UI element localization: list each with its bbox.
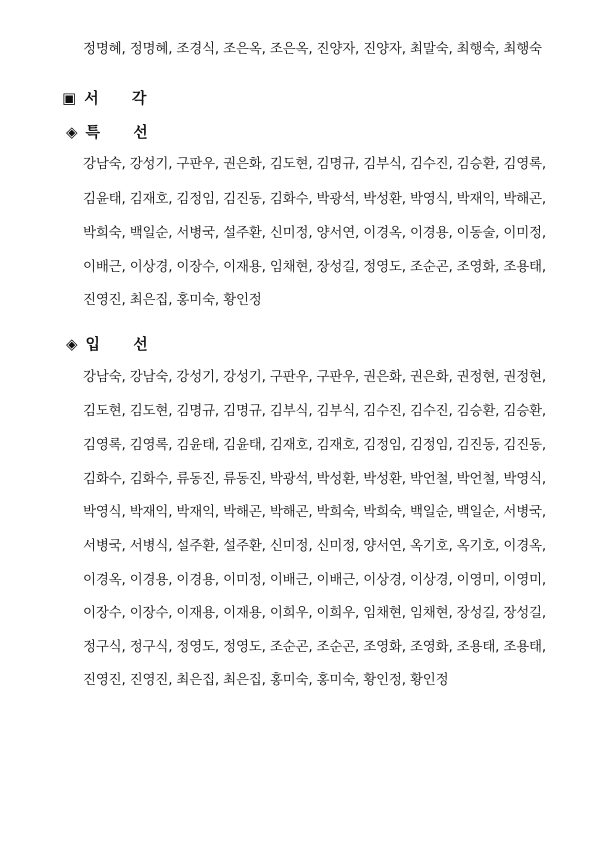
selected-list-line: 이장수, 이장수, 이재용, 이재용, 이희우, 이희우, 임채현, 임채현, 장성길, 장성길, [83,605,546,621]
selected-list-line: 이경옥, 이경용, 이경용, 이미정, 이배근, 이배근, 이상경, 이상경, 이영미, 이영미, [83,572,546,588]
special-list-line: 박희숙, 백일순, 서병국, 설주환, 신미정, 양서연, 이경옥, 이경용, 이동술, 이미정, [83,225,546,241]
selected-list-line: 진영진, 진영진, 최은집, 최은집, 홍미숙, 홍미숙, 황인정, 황인정 [83,672,449,688]
special-list-line: 이배근, 이상경, 이장수, 이재용, 임채현, 장성길, 정영도, 조순곤, 조영화, 조용태, [83,259,546,275]
selected-list-line: 서병국, 서병식, 설주환, 설주환, 신미정, 신미정, 양서연, 옥기호, 옥기호, 이경옥, [83,538,546,554]
selected-title: 입 선 [85,335,162,353]
section-marker-icon: ▣ [62,89,77,107]
selected-heading [66,334,162,354]
selected-list-line: 김화수, 김화수, 류동진, 류동진, 박광석, 박성환, 박성환, 박언철, 박언철, 박영식, [83,471,546,487]
diamond-marker-icon: ◈ [66,335,78,353]
selected-list-line: 강남숙, 강남숙, 강성기, 강성기, 구판우, 구판우, 권은화, 권은화, 권정현, 권정현, [83,369,546,385]
name-list-line: 정명혜, 정명혜, 조경식, 조은옥, 조은옥, 진양자, 진양자, 최말숙, 최행숙, 최행숙 [83,41,542,57]
selected-list-line: 정구식, 정구식, 정영도, 정영도, 조순곤, 조순곤, 조영화, 조영화, 조용태, 조용태, [83,639,546,655]
diamond-marker-icon: ◈ [66,123,78,141]
section-heading [62,88,160,108]
special-heading [66,122,162,142]
special-title: 특 선 [85,123,162,141]
special-list-line: 진영진, 최은집, 홍미숙, 황인정 [83,292,262,308]
section-title: 서 각 [84,89,161,107]
special-list-line: 강남숙, 강성기, 구판우, 권은화, 김도현, 김명규, 김부식, 김수진, 김승환, 김영록, [83,156,546,172]
special-list-line: 김윤태, 김재호, 김정임, 김진동, 김화수, 박광석, 박성환, 박영식, 박재익, 박해곤, [83,191,546,207]
selected-list-line: 김도현, 김도현, 김명규, 김명규, 김부식, 김부식, 김수진, 김수진, 김승환, 김승환, [83,403,546,419]
selected-list-line: 박영식, 박재익, 박재익, 박해곤, 박해곤, 박희숙, 박희숙, 백일순, 백일순, 서병국, [83,504,546,520]
selected-list-line: 김영록, 김영록, 김윤태, 김윤태, 김재호, 김재호, 김정임, 김정임, 김진동, 김진동, [83,437,546,453]
